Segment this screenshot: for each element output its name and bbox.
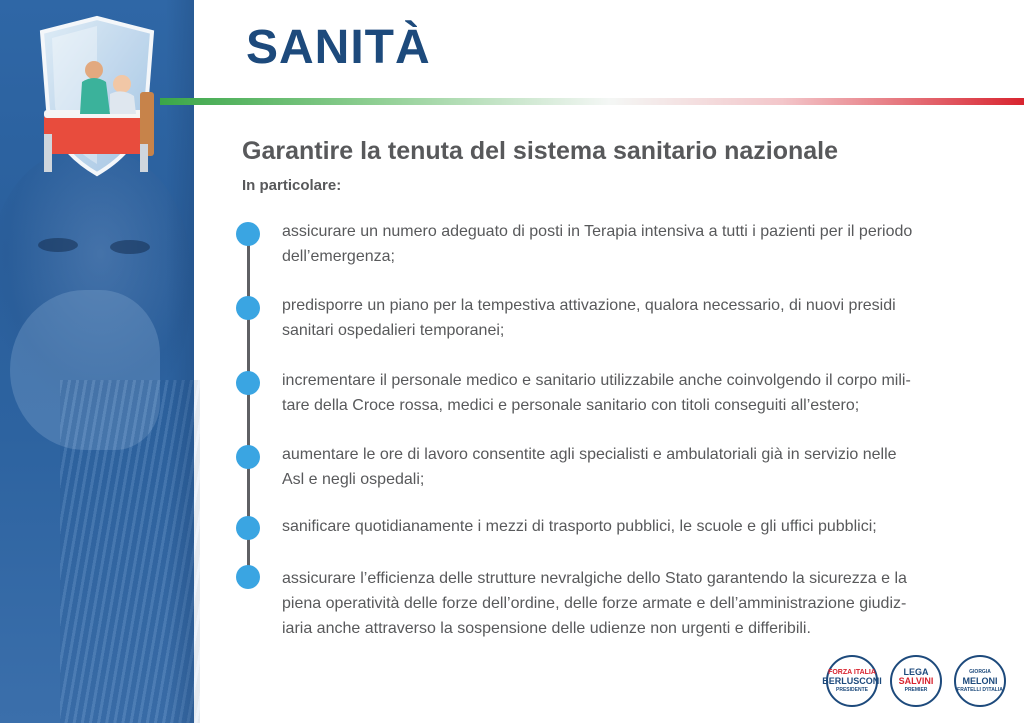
fratelli-italia-logo: GIORGIA MELONI FRATELLI D'ITALIA [954, 655, 1006, 707]
list-item: incrementare il personale medico e sanitario utilizzabile anche coinvolgendo il corpo mili- tare della Croce rossa, medici e personale sanitario con titoli conseguiti all’estero; [282, 372, 911, 414]
eye-shape-left [38, 238, 78, 252]
eye-shape-right [110, 240, 150, 254]
timeline-bullet [236, 445, 260, 469]
list-item: predisporre un piano per la tempestiva attivazione, qualora necessario, di nuovi presidi sanitari ospedalieri temporanei; [282, 297, 896, 339]
timeline-bullet [236, 371, 260, 395]
list-item: assicurare un numero adeguato di posti in Terapia intensiva a tutti i pazienti per il periodo dell’emergenza; [282, 223, 913, 265]
forza-italia-logo: FORZA ITALIA BERLUSCONI PRESIDENTE [826, 655, 878, 707]
timeline-bullet [236, 222, 260, 246]
list-item: sanificare quotidianamente i mezzi di trasporto pubblici, le scuole e gli uffici pubblici; [282, 518, 877, 535]
timeline-bullet [236, 565, 260, 589]
party-logos [822, 655, 1006, 711]
timeline-bullet [236, 296, 260, 320]
section-subtitle: Garantire la tenuta del sistema sanitario nazionale [242, 137, 839, 165]
tricolor-divider [160, 98, 1024, 105]
hospital-shield-icon [22, 14, 172, 184]
page-title: SANITÀ [246, 21, 431, 74]
lega-logo: LEGA SALVINI PREMIER [890, 655, 942, 707]
list-item: aumentare le ore di lavoro consentite agli specialisti e ambulatoriali già in servizio nelle Asl e negli ospedali; [282, 446, 897, 488]
intro-label: In particolare: [242, 177, 342, 194]
timeline-bullet [236, 516, 260, 540]
list-item: assicurare l’efficienza delle strutture nevralgiche dello Stato garantendo la sicurezza e la piena operatività delle forze dell’ordine, delle forze armate e dell’amministrazione giudiz- iaria anche attraverso la sospensione delle udienze non urgenti e differibili. [282, 570, 907, 637]
